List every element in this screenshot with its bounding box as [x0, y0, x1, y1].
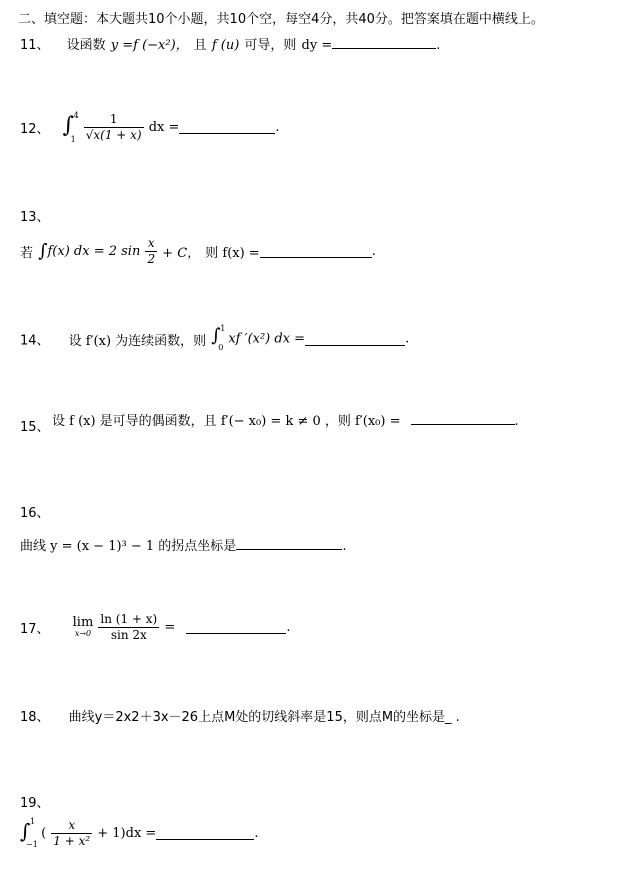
- period: .: [405, 331, 410, 347]
- integral-sign: ∫ 1 −1: [20, 816, 38, 849]
- question-text: 曲线y＝2x2＋3x－26上点M处的切线斜率是15，则点M的坐标是_ .: [68, 710, 460, 725]
- fraction: [98, 612, 159, 643]
- denominator: 2: [147, 252, 156, 266]
- question-15: [52, 410, 519, 429]
- math-expression: f (u): [211, 38, 240, 53]
- question-number: 13、: [20, 210, 50, 225]
- period: .: [436, 38, 441, 53]
- question-13: [20, 236, 376, 267]
- numerator: x: [51, 818, 92, 834]
- integral-lower-limit: −1: [26, 839, 38, 849]
- integral-upper-limit: 4: [73, 110, 79, 120]
- question-text: 且: [193, 38, 207, 53]
- question-12: [20, 112, 280, 143]
- question-16: [20, 535, 346, 554]
- question-number: 19、: [20, 796, 50, 811]
- math-expression: y =f (−x²)，: [110, 38, 189, 53]
- integral-lower-limit: 0: [218, 343, 224, 352]
- answer-blank[interactable]: [305, 333, 405, 346]
- answer-blank[interactable]: [236, 537, 342, 550]
- integral-upper-limit: 1: [220, 324, 226, 333]
- question-text: 曲线 y = (x − 1)³ − 1 的拐点坐标是: [20, 539, 237, 554]
- math-expression: xf ′(x²) dx =: [228, 331, 306, 347]
- question-14: [20, 326, 409, 352]
- integral-upper-limit: 1: [30, 816, 36, 826]
- period: .: [254, 826, 259, 841]
- integral-sign: ∫ 1 0: [211, 324, 226, 352]
- limit-operator: [72, 614, 94, 639]
- numerator: x: [145, 236, 157, 252]
- math-expression: =: [164, 620, 176, 635]
- question-number: 16、: [20, 506, 50, 521]
- question-number: 15、: [20, 420, 50, 435]
- question-number: 14、: [20, 333, 50, 349]
- answer-blank[interactable]: [156, 827, 254, 840]
- question-number: 17、: [20, 622, 50, 637]
- answer-blank[interactable]: [332, 36, 436, 49]
- question-17: [20, 612, 290, 643]
- math-expression: dx =: [148, 120, 180, 135]
- denominator: √x(1 + x): [85, 128, 142, 142]
- question-text: 设 f′(x) 为连续函数，则: [68, 333, 207, 349]
- numerator: 1: [84, 112, 144, 128]
- math-expression: + 1)dx =: [97, 826, 157, 841]
- fraction: [51, 818, 92, 849]
- math-expression: + C，: [162, 246, 201, 261]
- fraction: [84, 112, 144, 143]
- period: .: [514, 414, 519, 429]
- math-expression: 则 f(x) =: [205, 246, 260, 261]
- integral-sign: ∫: [38, 240, 48, 262]
- limit-subscript: x→0: [74, 628, 92, 638]
- limit-label: lim: [72, 614, 94, 630]
- question-number: 11、: [20, 38, 50, 53]
- answer-blank[interactable]: [411, 412, 515, 425]
- numerator: ln (1 + x): [100, 612, 158, 626]
- period: .: [275, 120, 280, 135]
- denominator: sin 2x: [110, 628, 147, 642]
- question-19: [20, 818, 258, 849]
- question-18: [20, 706, 460, 725]
- question-number: 18、: [20, 710, 50, 725]
- question-text: 若: [20, 246, 34, 261]
- math-expression: (: [41, 826, 47, 841]
- period: .: [342, 539, 347, 554]
- question-11: [20, 34, 440, 53]
- section-header: 二、填空题：本大题共10个小题，共10个空，每空4分，共40分。把答案填在题中横线上。: [18, 12, 544, 27]
- question-text: 设函数: [66, 38, 106, 53]
- denominator: 1 + x²: [53, 834, 91, 848]
- question-text: 可导，则: [244, 38, 297, 53]
- fraction: [145, 236, 157, 267]
- period: .: [371, 244, 376, 259]
- math-expression: f(x) dx = 2 sin: [47, 244, 141, 259]
- answer-blank[interactable]: [260, 245, 372, 258]
- answer-blank[interactable]: [186, 621, 286, 634]
- math-expression: dy =: [301, 38, 333, 53]
- question-text: 设 f (x) 是可导的偶函数，且 f′(− x₀) = k ≠ 0 ，则 f′(x₀) =: [52, 414, 401, 429]
- question-number: 12、: [20, 122, 50, 137]
- integral-lower-limit: 1: [70, 134, 76, 144]
- period: .: [286, 620, 291, 635]
- integral-sign: ∫ 4 1: [62, 110, 79, 144]
- answer-blank[interactable]: [179, 121, 275, 134]
